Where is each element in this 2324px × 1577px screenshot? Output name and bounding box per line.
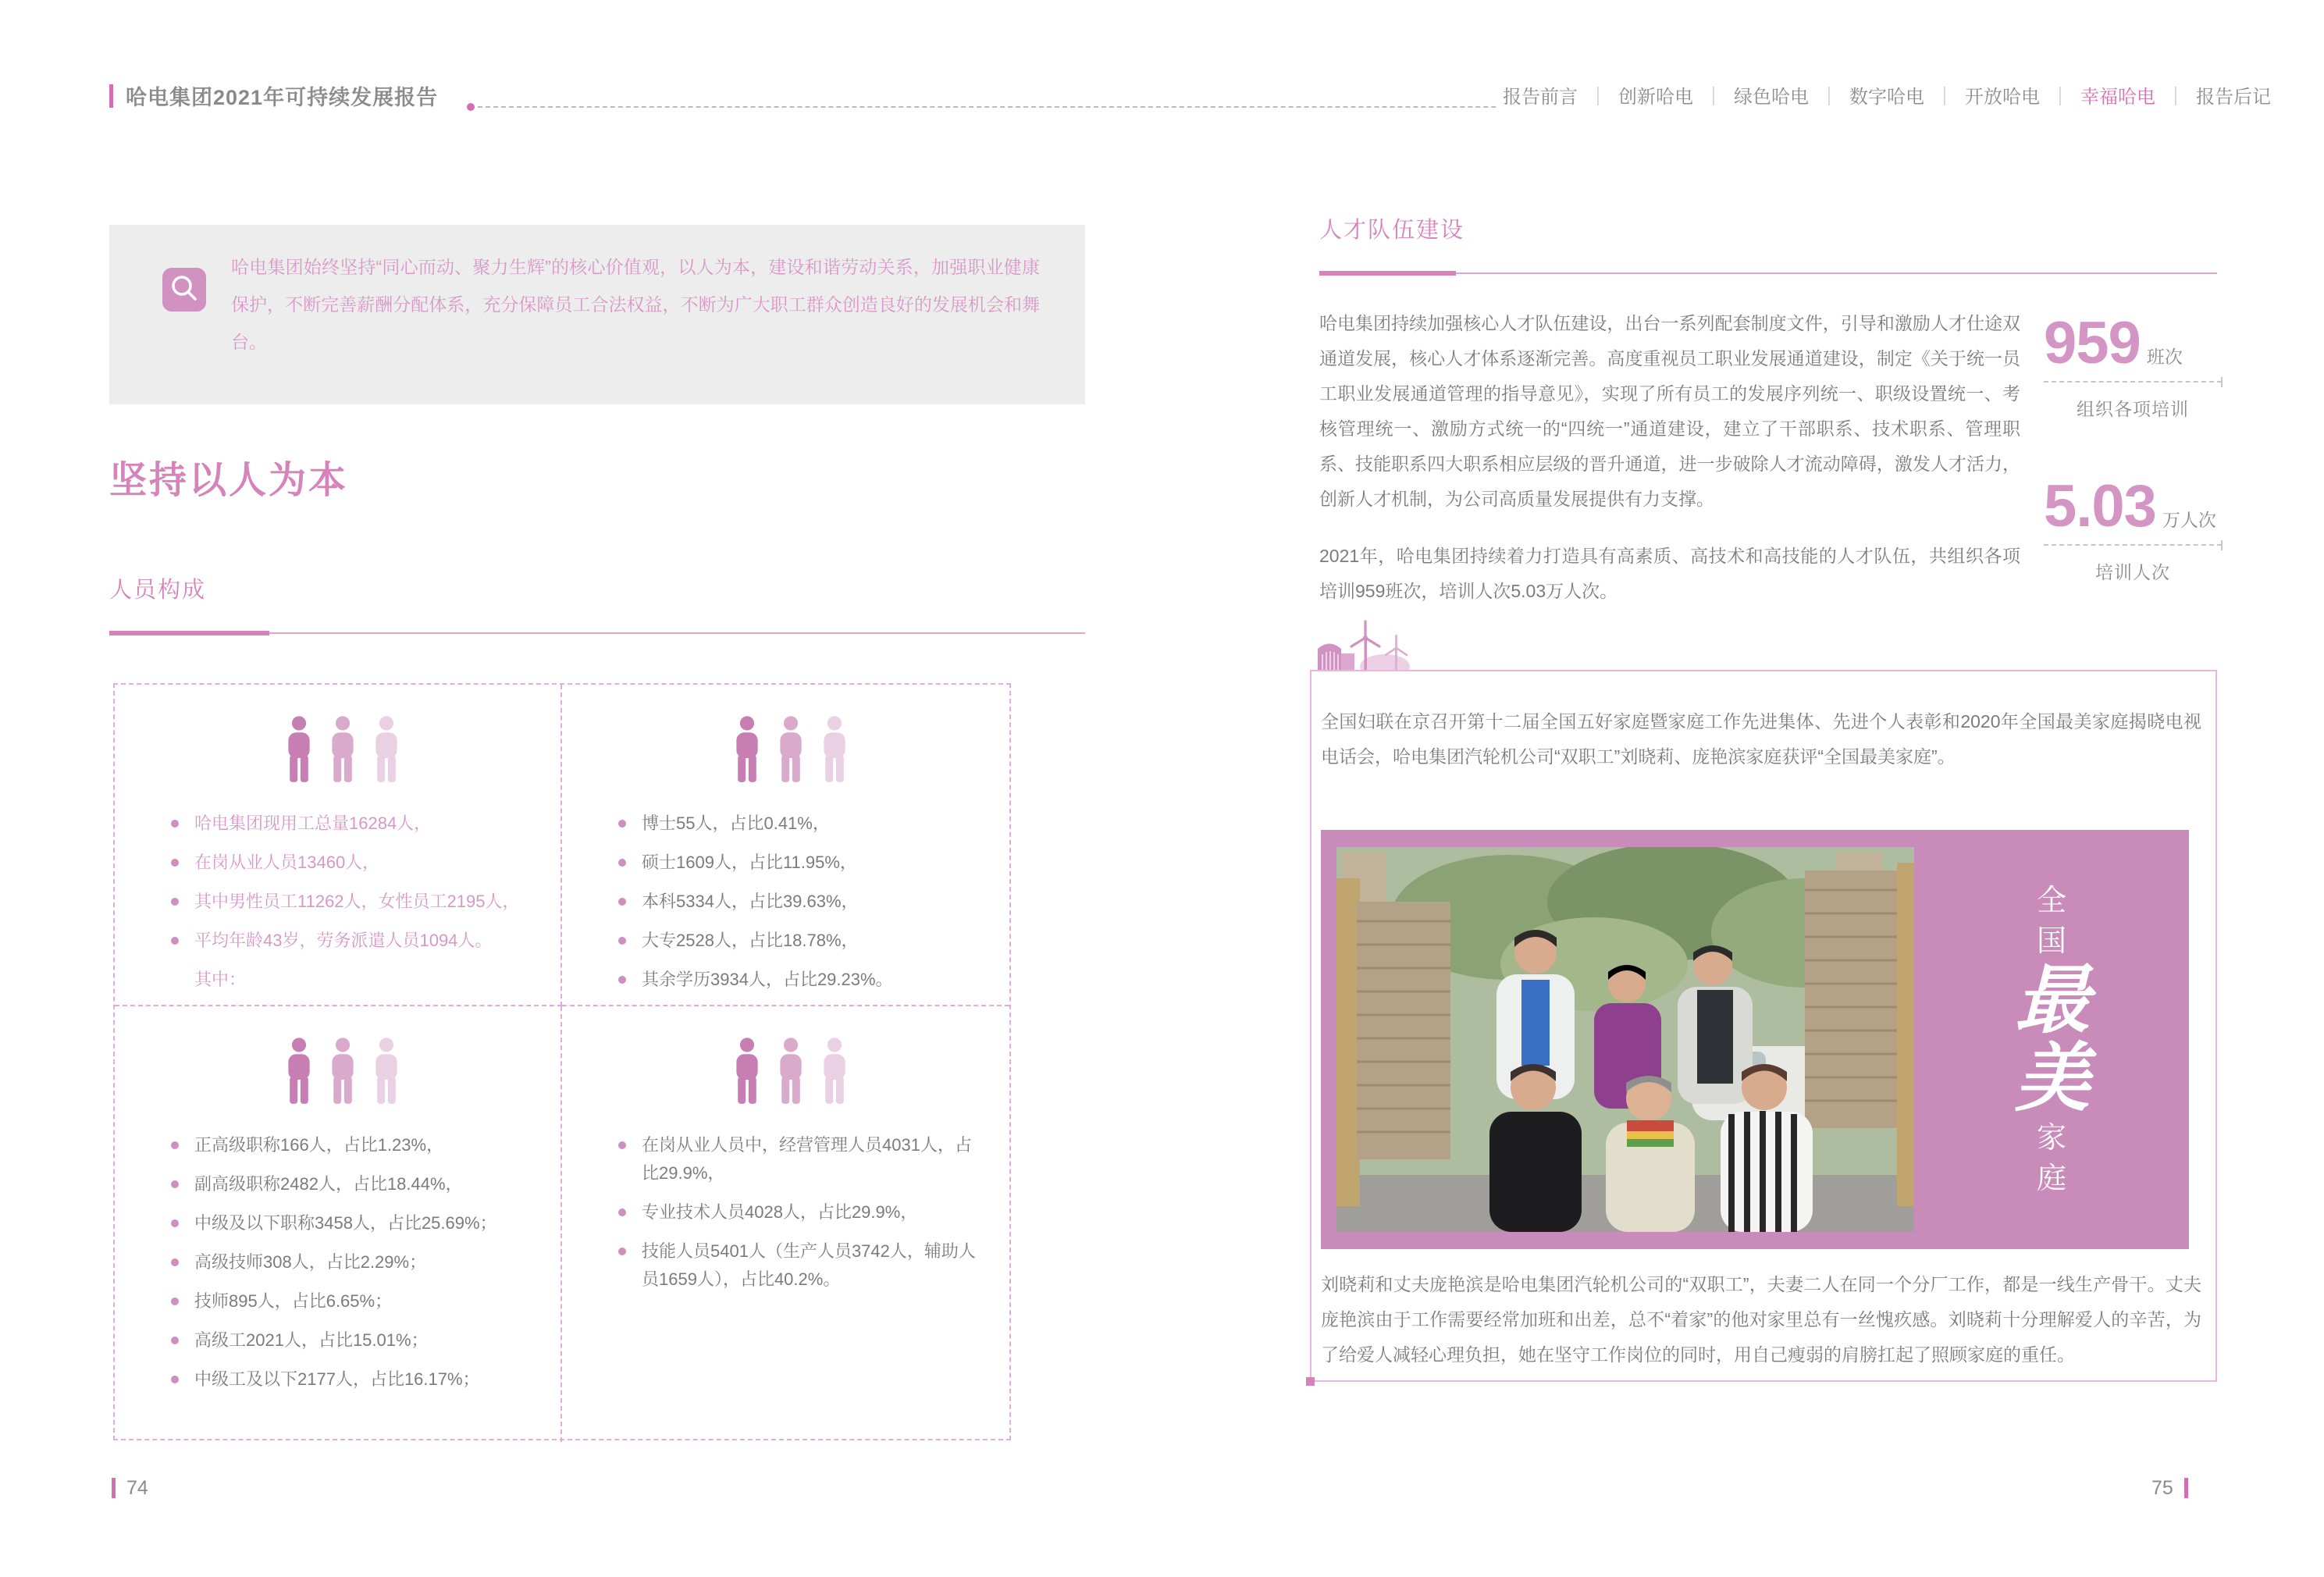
person-icon — [283, 1036, 315, 1108]
stat-label: 培训人次 — [2095, 562, 2170, 582]
person-icon — [731, 714, 763, 786]
stat-item: 哈电集团现用工总量16284人， — [171, 810, 539, 838]
bullet-dot — [618, 937, 626, 945]
bullet-dot — [171, 898, 179, 906]
training-stats — [2044, 312, 2222, 639]
calligraphy-char: 家 — [2036, 1121, 2068, 1155]
calligraphy-char: 庭 — [2036, 1162, 2068, 1195]
talent-paragraphs — [1319, 306, 2020, 631]
stat-item: 在岗从业人员中，经营管理人员4031人，占比29.9%， — [618, 1131, 988, 1187]
nav-item-7[interactable]: 报告后记 — [2196, 87, 2271, 108]
case-body: 刘晓莉和丈夫庞艳滨是哈电集团汽轮机公司的“双职工”，夫妻二人在同一个分厂工作，都是一线生产骨干。丈夫庞艳滨由于工作需要经常加班和出差，总不“着家”的他对家里总有一丝愧疚感。刘晓莉十分理解爱人的辛苦，为了给爱人减轻心理负担，她在坚守工作岗位的同时，用自己瘦弱的肩膀扛起了照顾家庭的重任。 — [1321, 1274, 2201, 1365]
talent-subsection — [1319, 212, 2217, 276]
page-number-bar — [112, 1478, 116, 1498]
person-icon — [327, 714, 358, 786]
calligraphy-char: 全 — [2036, 884, 2068, 917]
stat-value: 959 — [2044, 310, 2141, 376]
training-stat-2 — [2044, 475, 2222, 584]
stat-item: 大专2528人，占比18.78%， — [618, 927, 988, 955]
stat-item: 技师895人，占比6.65%； — [171, 1287, 539, 1315]
nav-item-6[interactable]: 幸福哈电 — [2080, 87, 2155, 108]
bullet-dot — [618, 1248, 626, 1255]
stat-box-3 — [115, 1006, 562, 1442]
talent-subsection-title: 人才队伍建设 — [1319, 218, 1465, 243]
people-icons — [146, 1033, 539, 1108]
talent-subsection-rule — [1319, 271, 2217, 276]
bullet-dot — [171, 1219, 179, 1227]
stat-item: 在岗从业人员13460人， — [171, 849, 539, 877]
person-icon — [371, 1036, 402, 1108]
report-title: 哈电集团2021年可持续发展报告 — [126, 86, 439, 109]
nav-item-1[interactable]: 报告前言 — [1503, 87, 1578, 108]
person-icon — [819, 714, 850, 786]
stat-divider — [2044, 544, 2222, 546]
person-icon — [731, 1036, 763, 1108]
bullet-dot — [618, 859, 626, 867]
stat-item: 本科5334人，占比39.63%， — [618, 888, 988, 916]
photo-panel — [1321, 830, 2189, 1249]
dam-windturbine-icon — [1316, 618, 1418, 671]
case-intro: 全国妇联在京召开第十二届全国五好家庭暨家庭工作先进集体、先进个人表彰和2020年全国最美家庭揭晓电视电话会，哈电集团汽轮机公司“双职工”刘晓莉、庞艳滨家庭获评“全国最美家庭”。 — [1321, 711, 2201, 767]
stat-note: 其中： — [194, 970, 247, 989]
person-icon — [775, 714, 806, 786]
subsection-rule — [109, 631, 1085, 635]
quote-box — [109, 225, 1085, 404]
stat-unit: 班次 — [2146, 347, 2183, 367]
quote-text: 哈电集团始终坚持“同心而动、聚力生辉”的核心价值观，以人为本，建设和谐劳动关系，加强职业健康保护，不断完善薪酬分配体系，充分保障员工合法权益，不断为广大职工群众创造良好的发展机会和舞台。 — [231, 257, 1040, 352]
stat-item: 高级技师308人，占比2.29%； — [171, 1248, 539, 1276]
nav-item-3[interactable]: 绿色哈电 — [1734, 87, 1809, 108]
bullet-dot — [171, 1180, 179, 1188]
bullet-dot — [618, 1141, 626, 1149]
nav-separator: ｜ — [2166, 87, 2185, 108]
personnel-subsection — [109, 572, 1085, 635]
bullet-dot — [171, 1258, 179, 1266]
people-icons — [146, 711, 539, 786]
bullet-dot — [171, 1298, 179, 1305]
bullet-dot — [618, 820, 626, 828]
people-icons — [593, 1033, 988, 1108]
talent-paragraph-2: 2021年，哈电集团持续着力打造具有高素质、高技术和高技能的人才队伍，共组织各项培训959班次，培训人次5.03万人次。 — [1319, 546, 2020, 601]
nav-separator: ｜ — [1704, 87, 1723, 108]
people-icons — [593, 711, 988, 786]
person-icon — [371, 714, 402, 786]
stat-box-4 — [562, 1006, 1009, 1442]
page-number-bar — [2184, 1478, 2188, 1498]
nav-separator: ｜ — [1935, 87, 1954, 108]
person-icon — [327, 1036, 358, 1108]
personnel-stat-grid — [113, 683, 1011, 1440]
stat-unit: 万人次 — [2162, 510, 2216, 530]
page-number-left-value: 74 — [126, 1477, 148, 1499]
stat-item: 高级工2021人，占比15.01%； — [171, 1326, 539, 1355]
nav-item-4[interactable]: 数字哈电 — [1849, 87, 1924, 108]
stat-box-2 — [562, 685, 1009, 1006]
stat-item: 副高级职称2482人，占比18.44%， — [171, 1170, 539, 1198]
nav-separator: ｜ — [2051, 87, 2070, 108]
header-dot — [467, 103, 475, 111]
person-icon — [819, 1036, 850, 1108]
bullet-dot — [618, 1209, 626, 1216]
stat-item: 专业技术人员4028人，占比29.9%， — [618, 1198, 988, 1226]
person-icon — [283, 714, 315, 786]
bullet-dot — [171, 1141, 179, 1149]
subsection-title: 人员构成 — [109, 578, 207, 603]
header-accent-bar — [109, 84, 113, 108]
bullet-dot — [618, 976, 626, 984]
nav-separator: ｜ — [1589, 87, 1607, 108]
page-number-right-value: 75 — [2151, 1477, 2173, 1499]
header-nav — [1498, 81, 2276, 112]
stat-item: 中级工及以下2177人，占比16.17%； — [171, 1365, 539, 1394]
stat-label: 组织各项培训 — [2077, 399, 2189, 419]
stat-item: 平均年龄43岁，劳务派遣人员1094人。 — [171, 927, 539, 955]
nav-item-5[interactable]: 开放哈电 — [1965, 87, 2040, 108]
training-stat-1 — [2044, 312, 2222, 421]
family-photo — [1336, 847, 1914, 1232]
stat-item: 硕士1609人，占比11.95%， — [618, 849, 988, 877]
stat-item: 博士55人，占比0.41%， — [618, 810, 988, 838]
stat-divider — [2044, 381, 2222, 383]
section-title: 坚持以人为本 — [109, 460, 349, 501]
stat-value: 5.03 — [2044, 473, 2156, 539]
stat-box-1 — [115, 685, 562, 1006]
calligraphy-char: 美 — [2015, 1036, 2090, 1120]
page-number-left — [112, 1477, 148, 1500]
bullet-dot — [171, 820, 179, 828]
stat-item: 其中男性员工11262人，女性员工2195人， — [171, 888, 539, 916]
header-left — [109, 80, 438, 111]
magnifier-icon — [162, 268, 206, 311]
talent-paragraph-1: 哈电集团持续加强核心人才队伍建设，出台一系列配套制度文件，引导和激励人才仕途双通道发展，核心人才体系逐渐完善。高度重视员工职业发展通道建设，制定《关于统一员工职业发展通道管理的指导意见》，实现了所有员工的发展序列统一、职级设置统一、考核管理统一、激励方式统一的“四统一”通道建设，建立了干部职系、技术职系、管理职系、技能职系四大职系相应层级的晋升通道，进一步破除人才流动障碍，激发人才活力，创新人才机制，为公司高质量发展提供有力支撑。 — [1319, 313, 2020, 509]
calligraphy-char: 最 — [2015, 958, 2090, 1042]
page-number-right — [2151, 1477, 2188, 1500]
stat-item: 正高级职称166人，占比1.23%， — [171, 1131, 539, 1159]
bullet-dot — [171, 1337, 179, 1344]
bullet-dot — [618, 898, 626, 906]
stat-item: 技能人员5401人（生产人员3742人，辅助人员1659人），占比40.2%。 — [618, 1237, 988, 1294]
nav-separator: ｜ — [1820, 87, 1838, 108]
stat-item: 中级及以下职称3458人，占比25.69%； — [171, 1209, 539, 1237]
bullet-dot — [171, 859, 179, 867]
bullet-dot — [171, 1376, 179, 1383]
stat-item: 其余学历3934人，占比29.23%。 — [618, 966, 988, 994]
nav-item-2[interactable]: 创新哈电 — [1618, 87, 1693, 108]
bullet-dot — [171, 937, 179, 945]
person-icon — [775, 1036, 806, 1108]
calligraphy-char: 国 — [2036, 924, 2068, 958]
best-family-case-box — [1310, 670, 2217, 1382]
best-family-calligraphy — [1994, 830, 2111, 1249]
